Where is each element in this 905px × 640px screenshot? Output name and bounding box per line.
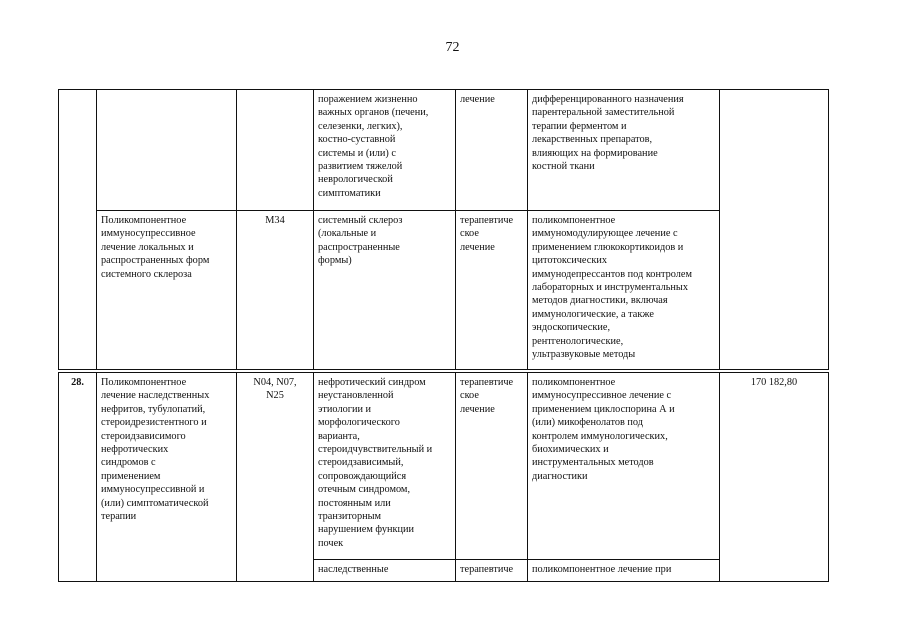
row3-treatment-type-cell: терапевтиче ское лечение — [455, 372, 528, 560]
row1-model-cell: поражением жизненно важных органов (печени, селезенки, легких), костно-суставной системы и (или) с развитием тяжелой неврологической симптоматики — [313, 89, 456, 211]
row1-name-cell — [96, 89, 237, 211]
row4-method-cell: поликомпонентное лечение при — [527, 559, 720, 582]
row2-name-cell: Поликомпонентное иммуносупрессивное лечение локальных и распространенных форм системного склероза — [96, 210, 237, 370]
row3-method-cell: поликомпонентное иммуносупрессивное лечение с применением циклоспорина А и (или) микофенолатов под контролем иммунологических, биохимических и инструментальных методов диагностики — [527, 372, 720, 560]
row2-bottom-border-right — [719, 369, 829, 370]
row2-method-cell: поликомпонентное иммуномодулирующее лечение с применением глюкокортикоидов и цитотоксических иммунодепрессантов под контролем лабораторных и инструментальных методов диагностики, включая иммунологические, а также эндоскопические, рентгенологические, ультразвуковые методы — [527, 210, 720, 370]
row1-code-cell — [236, 89, 314, 211]
row2-bottom-border-left — [58, 369, 97, 370]
row1-num-cell — [58, 89, 97, 369]
row1-treatment-type-cell: лечение — [455, 89, 528, 211]
row2-code-cell: M34 — [236, 210, 314, 370]
page-number: 72 — [445, 40, 460, 55]
row2-model-cell: системный склероз (локальные и распространенные формы) — [313, 210, 456, 370]
row2-treatment-type-cell: терапевтиче ское лечение — [455, 210, 528, 370]
row3-model-cell: нефротический синдром неустановленной этиологии и морфологического варианта, стероидчувствительный и стероидзависимый, сопровождающийся отечным синдромом, постоянным или транзиторным нарушением функции почек — [313, 372, 456, 560]
row3-name-cell: Поликомпонентное лечение наследственных нефритов, тубулопатий, стероидрезистентного и стероидзависимого нефротических синдромов с применением иммуносупрессивной и (или) симптоматической терапии — [96, 372, 237, 582]
row4-treatment-type-cell: терапевтиче — [455, 559, 528, 582]
row3-cost-cell: 170 182,80 — [719, 372, 829, 582]
row4-model-cell: наследственные — [313, 559, 456, 582]
row1-method-cell: дифференцированного назначения парентеральной заместительной терапии ферментом и лекарственных препаратов, влияющих на формирование костной ткани — [527, 89, 720, 211]
row3-num-cell: 28. — [58, 372, 97, 582]
row3-code-cell: N04, N07, N25 — [236, 372, 314, 582]
row1-cost-cell — [719, 89, 829, 369]
